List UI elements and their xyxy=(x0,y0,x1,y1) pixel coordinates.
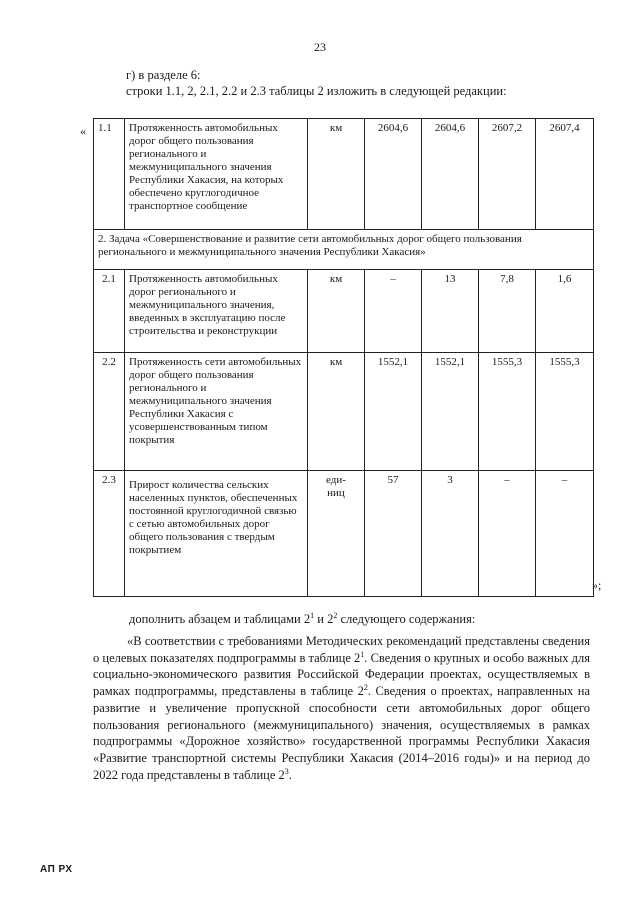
row-number: 2.3 xyxy=(94,471,125,597)
task-row xyxy=(94,230,594,270)
value-cell: – xyxy=(536,471,594,597)
indicator-name: Протяженность сети автомобильных дорог общего пользования регионального и межмуниципального значения Республики Хакасия с усовершенствованным типом покрытия xyxy=(125,353,308,471)
unit-cell: км xyxy=(308,270,365,353)
page-number: 23 xyxy=(314,40,326,54)
section-intro: г) в разделе 6: xyxy=(126,68,201,82)
task-heading: 2. Задача «Совершенствование и развитие сети автомобильных дорог общего пользования регионального и межмуниципального значения Республики Хакасия» xyxy=(94,230,594,270)
value-cell: 1552,1 xyxy=(422,353,479,471)
indicator-name: Прирост количества сельских населенных пунктов, обеспеченных постоянной круглогодичной связью с сетью автомобильных дорог общего пользования с твердым покрытием xyxy=(125,471,308,597)
value-cell: 2607,4 xyxy=(536,119,594,230)
indicators-table xyxy=(93,118,594,597)
amendment-instruction: строки 1.1, 2, 2.1, 2.2 и 2.3 таблицы 2 изложить в следующей редакции: xyxy=(126,84,507,98)
value-cell: 1,6 xyxy=(536,270,594,353)
opening-quote: « xyxy=(80,124,86,138)
table-row xyxy=(94,119,594,230)
indicator-name: Протяженность автомобильных дорог регионального и межмуниципального значения, введенных в эксплуатацию после строительства и реконструкции xyxy=(125,270,308,353)
text-fragment: следующего содержания: xyxy=(337,612,476,626)
unit-cell: еди- ниц xyxy=(308,471,365,597)
value-cell: 57 xyxy=(365,471,422,597)
superscript: 1 xyxy=(310,610,315,620)
table-row xyxy=(94,270,594,353)
value-cell: 2604,6 xyxy=(422,119,479,230)
value-cell: – xyxy=(365,270,422,353)
value-cell: 7,8 xyxy=(479,270,536,353)
value-cell: 13 xyxy=(422,270,479,353)
value-cell: 1555,3 xyxy=(536,353,594,471)
superscript: 2 xyxy=(363,682,368,692)
text-fragment: . Сведения о крупных и особо важных для социально-экономического развития Российской Федерации проектах, осуществляемых в рамках подпрограммы, представлены в таблице 2 xyxy=(93,650,590,699)
text-fragment: . xyxy=(288,767,292,782)
indicator-name: Протяженность автомобильных дорог общего пользования регионального и межмуниципального значения Республики Хакасия, на которых обеспечено круглогодичное транспортное сообщение xyxy=(125,119,308,230)
row-number: 2.2 xyxy=(94,353,125,471)
value-cell: 1552,1 xyxy=(365,353,422,471)
row-number: 2.1 xyxy=(94,270,125,353)
value-cell: 2607,2 xyxy=(479,119,536,230)
value-cell: – xyxy=(479,471,536,597)
text-fragment: . Сведения о проектах, направленных на развитие и увеличение пропускной способности сети автомобильных дорог общего пользования регионального (межмуниципального) значения, осуществляемых в рамках подпрограммы «Дорожное хозяйство» государственной программы Республики Хакасия «Развитие транспортной системы Республики Хакасия (2014–2016 годы)» и на период до 2022 года представлены в таблице 2 xyxy=(93,684,590,782)
table-row xyxy=(94,353,594,471)
unit-cell: км xyxy=(308,353,365,471)
value-cell: 1555,3 xyxy=(479,353,536,471)
superscript: 1 xyxy=(360,649,365,659)
addition-paragraph xyxy=(129,611,626,628)
superscript: 3 xyxy=(284,766,289,776)
archive-stamp: АП РХ xyxy=(40,864,73,875)
value-cell: 3 xyxy=(422,471,479,597)
body-paragraph xyxy=(93,633,590,783)
text-fragment: и 2 xyxy=(314,612,334,626)
table-row xyxy=(94,471,594,597)
text-fragment: дополнить абзацем и таблицами 2 xyxy=(129,612,311,626)
row-number: 1.1 xyxy=(94,119,125,230)
text-fragment: «В соответствии с требованиями Методических рекомендаций представлены сведения о целевых показателях подпрограммы в таблице 2 xyxy=(93,634,590,665)
value-cell: 2604,6 xyxy=(365,119,422,230)
unit-cell: км xyxy=(308,119,365,230)
superscript: 2 xyxy=(333,610,338,620)
closing-quote: »; xyxy=(592,578,602,592)
